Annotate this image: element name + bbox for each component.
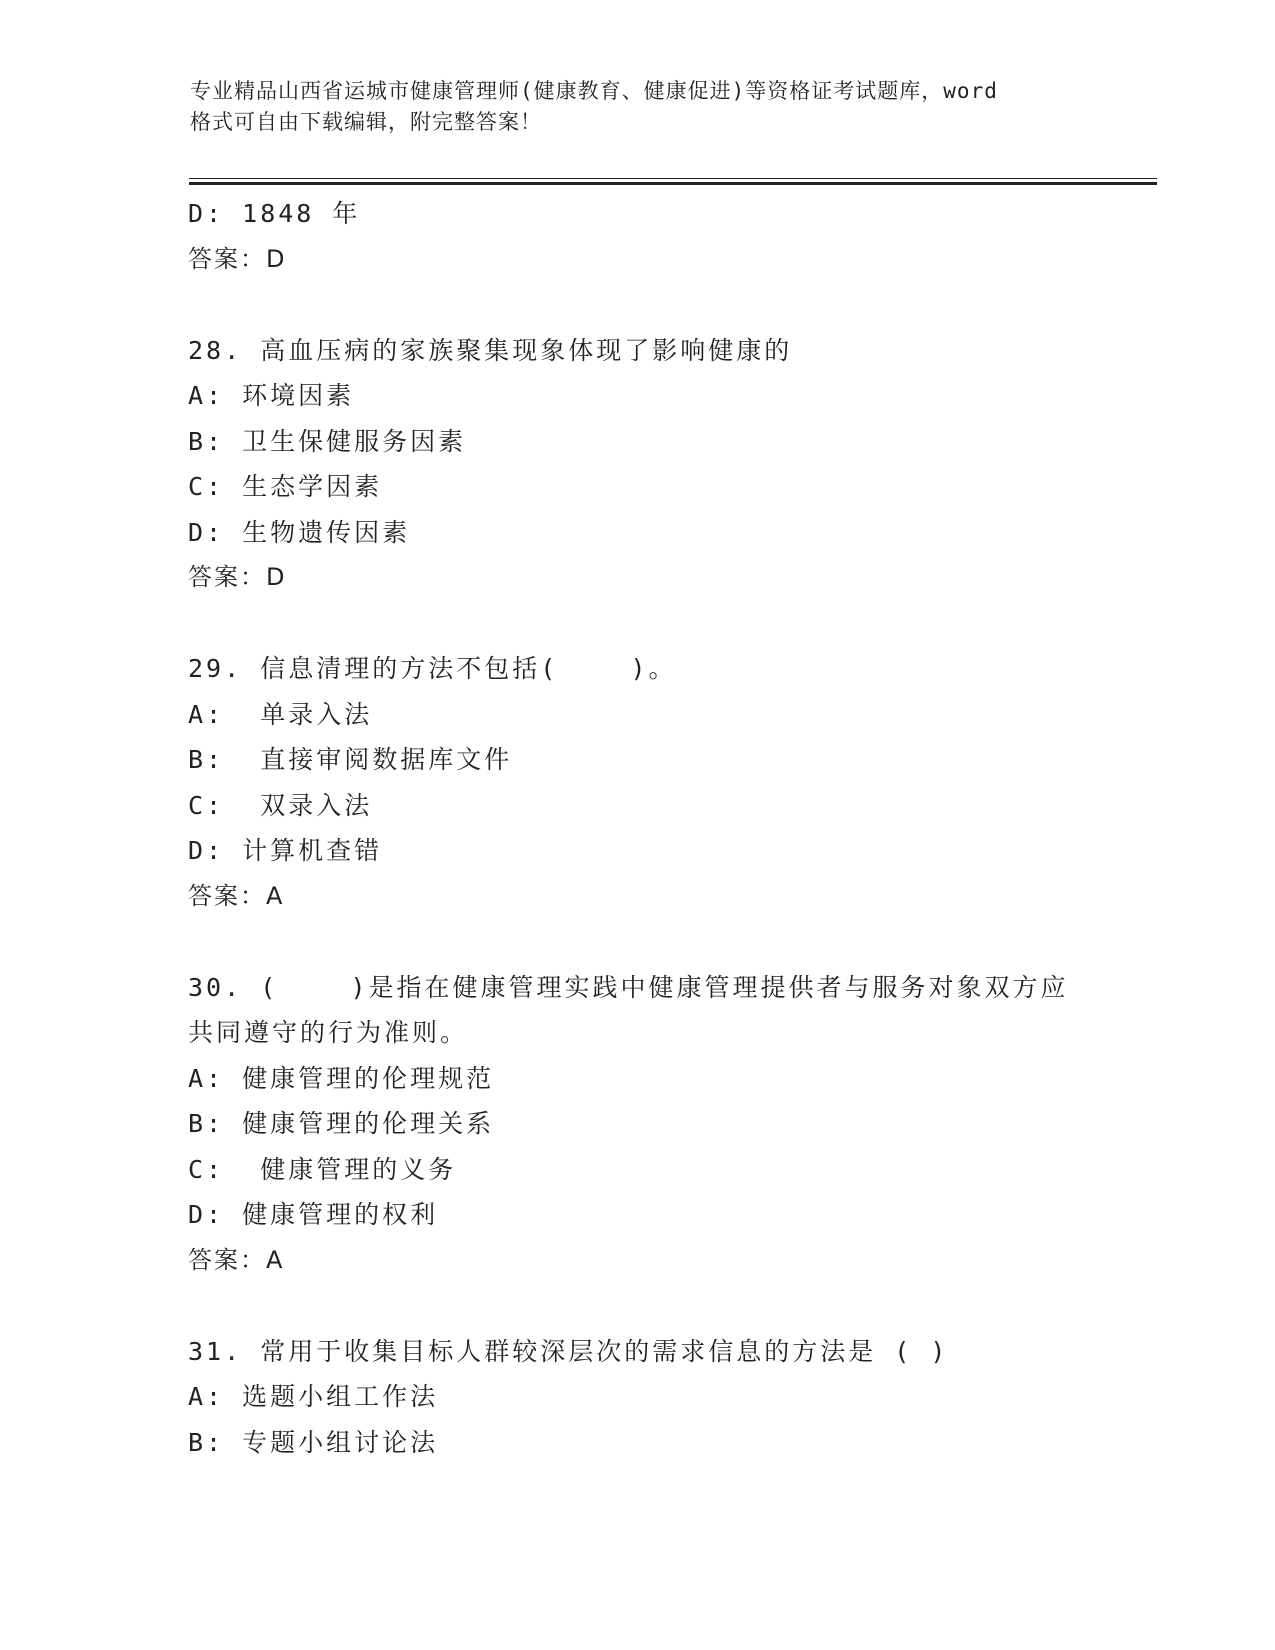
question-stem-line-2: 共同遵守的行为准则。 [188, 1018, 469, 1047]
option-c: C: 健康管理的义务 [188, 1154, 457, 1184]
question-stem: 28. 高血压病的家族聚集现象体现了影响健康的 [188, 335, 793, 365]
answer-line: 答案：A [188, 1245, 285, 1274]
option-a: A: 单录入法 [188, 699, 373, 729]
option-c: C: 双录入法 [188, 790, 373, 820]
spacer [188, 601, 1148, 647]
question-27-tail [188, 191, 1148, 282]
question-list [188, 191, 1148, 1465]
option-d: D: 健康管理的权利 [188, 1200, 439, 1229]
question-stem-line-1: 30. ( )是指在健康管理实践中健康管理提供者与服务对象双方应 [188, 972, 1069, 1002]
spacer [188, 282, 1148, 328]
question-31 [188, 1329, 1148, 1466]
answer-line: 答案：A [188, 881, 285, 910]
header-line-1: 专业精品山西省运城市健康管理师(健康教育、健康促进)等资格证考试题库，word [190, 79, 998, 103]
option-a: A: 健康管理的伦理规范 [188, 1063, 495, 1093]
question-stem: 31. 常用于收集目标人群较深层次的需求信息的方法是 ( ) [188, 1336, 949, 1366]
answer-line: 答案：D [188, 563, 287, 591]
spacer [188, 1283, 1148, 1329]
question-28 [188, 328, 1148, 601]
option-b: B: 直接审阅数据库文件 [188, 745, 513, 774]
question-29 [188, 646, 1148, 919]
option-b: B: 专题小组讨论法 [188, 1427, 439, 1457]
option-d: D: 1848 年 [188, 199, 361, 228]
header-line-2: 格式可自由下载编辑，附完整答案！ [190, 110, 542, 134]
option-b: B: 卫生保健服务因素 [188, 426, 467, 456]
header-rule-thin [189, 178, 1157, 179]
page-header [190, 76, 1090, 138]
answer-line: 答案：D [188, 244, 287, 273]
question-stem: 29. 信息清理的方法不包括( )。 [188, 654, 677, 683]
header-rule-thick [189, 182, 1157, 185]
option-d: D: 生物遗传因素 [188, 517, 411, 547]
question-30 [188, 965, 1148, 1284]
option-d: D: 计算机查错 [188, 836, 383, 865]
option-a: A: 选题小组工作法 [188, 1382, 439, 1411]
option-c: C: 生态学因素 [188, 472, 383, 501]
spacer [188, 919, 1148, 965]
option-b: B: 健康管理的伦理关系 [188, 1109, 495, 1138]
option-a: A: 环境因素 [188, 381, 355, 410]
